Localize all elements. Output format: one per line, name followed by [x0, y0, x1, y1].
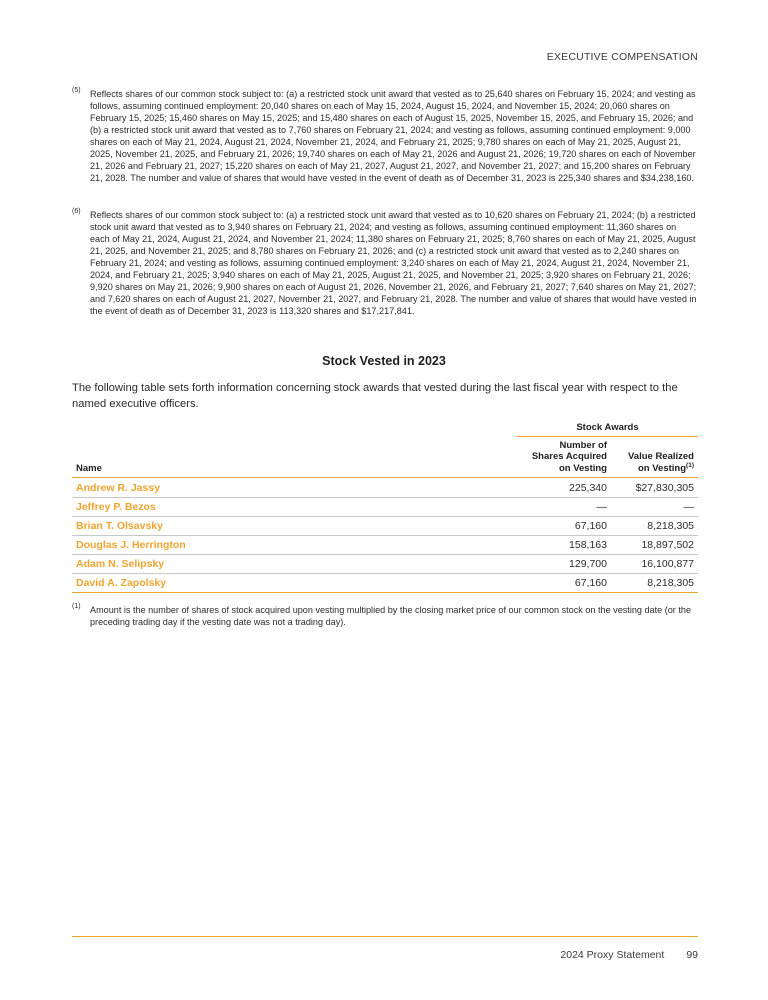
- column-header-shares-line2: Shares Acquired: [531, 451, 607, 462]
- page-footer: [560, 949, 698, 961]
- column-header-shares: [522, 440, 607, 475]
- row-value: $27,830,305: [635, 482, 694, 494]
- column-header-value-marker: (1): [686, 461, 694, 469]
- row-shares: 129,700: [569, 558, 607, 570]
- row-value: 8,218,305: [647, 577, 694, 589]
- column-header-shares-line1: Number of: [559, 439, 607, 451]
- table-row: [72, 498, 698, 517]
- row-name: Jeffrey P. Bezos: [76, 501, 156, 513]
- footnote-text: Reflects shares of our common stock subject to: (a) a restricted stock unit award that vested as to 10,620 shares on February 21, 2024; (b) a restricted stock unit award that vested as to 3,940 shares on February 21, 2024; and vesting as follows, assuming continued employment: 11,360 shares on each of May 21, 2024, August 21, 2024, and November 21, 2024; 11,380 shares on February 21, 2025; 8,760 shares on each of May 21, 2025, August 21, 2025, and November 21, 2025; and 8,780 shares on February 21, 2026; and (c) a restricted stock unit award that vested as to 2,240 shares on February 21, 2024; and vesting as follows, assuming continued employment: 3,240 shares on each of May 21, 2024, August 21, 2024, November 21, 2024, and February 21, 2025; 3,940 shares on each of May 21, 2025, August 21, 2025, and November 21, 2025; 3,920 shares on February 21, 2026; 9,920 shares on May 21, 2026; 9,900 shares on each of August 21, 2026, November 21, 2026, and February 21, 2027; 7,640 shares on May 21, 2027; and 7,620 shares on each of August 21, 2027, November 21, 2027, and February 21, 2028. The number and value of shares that would have vested in the event of death as of December 31, 2023 is 113,320 shares and $17,217,841.: [90, 210, 697, 317]
- footnote-marker: (5): [72, 87, 81, 94]
- section-title: Stock Vested in 2023: [322, 354, 446, 368]
- footnote-text: Reflects shares of our common stock subject to: (a) a restricted stock unit award that vested as to 25,640 shares on February 15, 2024; and vesting as follows, assuming continued employment: 20,040 shares on each of May 15, 2024, August 15, 2024, and November 15, 2024; 20,060 shares on February 15, 2025; 15,460 shares on May 15, 2025; and 15,480 shares on each of August 15, 2025, November 15, 2025, and February 15, 2026; and (b) a restricted stock unit award that vested as to 7,760 shares on February 21, 2024; and vesting as follows, assuming continued employment: 9,000 shares on each of May 21, 2024, August 21, 2024, November 21, 2024, and February 21, 2025; 9,780 shares on each of May 21, 2025, August 21, 2025, November 21, 2025, and February 21, 2026; 19,740 shares on each of May 21, 2026 and August 21, 2026; 19,720 shares on each of November 21, 2026 and February 21, 2027; 15,220 shares on each of May 21, 2027, August 21, 2027, and November 21, 2027; and 15,200 shares on February 21, 2028. The number and value of shares that would have vested in the event of death as of December 31, 2023 is 225,340 shares and $34,238,160.: [90, 89, 696, 184]
- column-header-value-line1: Value Realized: [627, 451, 694, 462]
- row-name: Brian T. Olsavsky: [76, 520, 163, 532]
- page-number: 99: [686, 949, 698, 961]
- row-shares: 67,160: [574, 520, 607, 532]
- footnote-marker: (6): [72, 208, 81, 215]
- footer-label: 2024 Proxy Statement: [560, 949, 665, 961]
- footnote-5: [72, 88, 698, 184]
- table-row: [72, 574, 698, 593]
- group-header-stock-awards: Stock Awards: [517, 419, 698, 437]
- row-name: David A. Zapolsky: [76, 577, 167, 589]
- table-body: [72, 479, 698, 593]
- row-value: 18,897,502: [641, 539, 694, 551]
- table-row: [72, 517, 698, 536]
- section-intro: The following table sets forth information concerning stock awards that vested during the last fiscal year with respect to the named executive officers.: [72, 382, 678, 410]
- row-value: —: [683, 501, 694, 513]
- table-row: [72, 555, 698, 574]
- table-row: [72, 479, 698, 498]
- row-shares: 67,160: [574, 577, 607, 589]
- row-name: Andrew R. Jassy: [76, 482, 161, 494]
- column-header-value-line2: on Vesting: [638, 462, 687, 474]
- row-shares: 158,163: [569, 539, 607, 551]
- row-value: 8,218,305: [647, 520, 694, 532]
- column-header-value: [612, 451, 694, 474]
- row-name: Adam N. Selipsky: [76, 558, 165, 570]
- row-shares: 225,340: [569, 482, 607, 494]
- footer-rule: [72, 936, 698, 937]
- table-row: [72, 536, 698, 555]
- column-header-name: Name: [76, 462, 102, 474]
- running-header: EXECUTIVE COMPENSATION: [546, 51, 698, 63]
- footnote-1: [72, 604, 698, 628]
- column-headers: [72, 441, 698, 478]
- footnote-text: Amount is the number of shares of stock acquired upon vesting multiplied by the closing market price of our common stock on the vesting date (or the preceding trading day if the vesting date was not a trading day).: [90, 605, 692, 628]
- row-shares: —: [596, 501, 607, 513]
- footnote-marker: (1): [72, 603, 81, 610]
- column-header-shares-line3: on Vesting: [558, 462, 607, 474]
- row-value: 16,100,877: [641, 558, 694, 570]
- footnote-6: [72, 209, 698, 317]
- row-name: Douglas J. Herrington: [76, 539, 186, 551]
